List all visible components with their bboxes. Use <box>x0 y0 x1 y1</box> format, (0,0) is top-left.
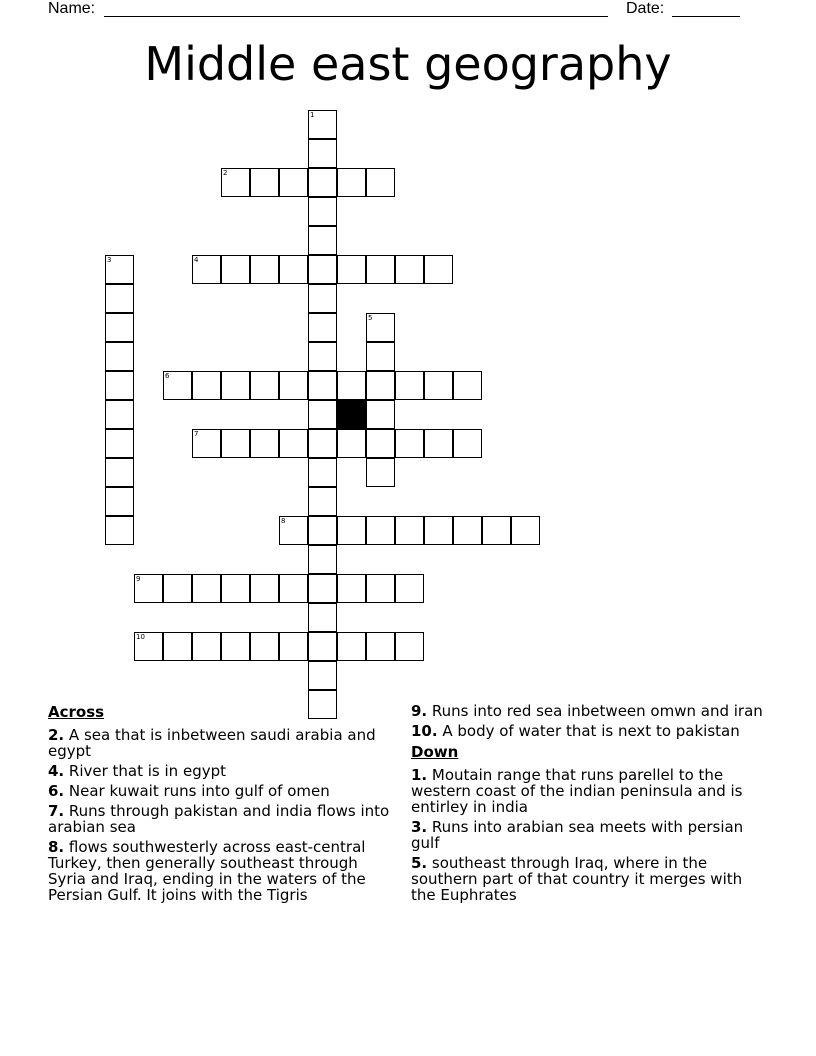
grid-cell[interactable] <box>395 371 424 400</box>
grid-cell[interactable] <box>250 429 279 458</box>
grid-cell[interactable] <box>221 429 250 458</box>
grid-cell[interactable] <box>221 574 250 603</box>
grid-cell[interactable] <box>366 342 395 371</box>
clue-number: 9. <box>411 702 428 720</box>
grid-cell[interactable] <box>337 574 366 603</box>
grid-cell[interactable] <box>134 574 163 603</box>
grid-cell[interactable] <box>308 400 337 429</box>
grid-cell[interactable] <box>337 255 366 284</box>
clue-number: 7 <box>194 430 199 438</box>
grid-cell[interactable] <box>192 632 221 661</box>
grid-cell[interactable] <box>308 197 337 226</box>
grid-cell[interactable] <box>279 429 308 458</box>
clue-number: 5 <box>368 314 373 322</box>
clue-item <box>48 803 393 835</box>
grid-cell[interactable] <box>308 603 337 632</box>
grid-cell[interactable] <box>366 429 395 458</box>
grid-cell[interactable] <box>453 371 482 400</box>
clue-number: 10 <box>136 633 145 641</box>
grid-cell[interactable] <box>308 458 337 487</box>
date-label: Date: <box>626 0 665 17</box>
grid-cell[interactable] <box>105 371 134 400</box>
grid-cell[interactable] <box>308 284 337 313</box>
down-clues <box>411 743 771 903</box>
grid-cell[interactable] <box>221 632 250 661</box>
clue-number: 8. <box>48 838 65 856</box>
grid-cell[interactable] <box>308 255 337 284</box>
grid-cell[interactable] <box>308 168 337 197</box>
grid-cell[interactable] <box>105 284 134 313</box>
grid-cell[interactable] <box>337 371 366 400</box>
down-clue-list <box>411 767 771 903</box>
grid-cell[interactable] <box>366 632 395 661</box>
name-label: Name: <box>48 0 96 17</box>
grid-cell[interactable] <box>308 342 337 371</box>
clue-item <box>411 723 771 739</box>
grid-cell[interactable] <box>308 516 337 545</box>
grid-cell[interactable] <box>105 255 134 284</box>
clue-text: flows southwesterly across east-central Turkey, then generally southeast through Syria and Iraq, ending in the waters of the Persian Gulf. It joins with the Tigris <box>48 838 366 904</box>
grid-cell[interactable] <box>250 632 279 661</box>
grid-cell[interactable] <box>424 429 453 458</box>
clue-number: 9 <box>136 575 141 583</box>
grid-cell[interactable] <box>511 516 540 545</box>
grid-cell[interactable] <box>105 313 134 342</box>
grid-cell[interactable] <box>134 632 163 661</box>
clue-text: A sea that is inbetween saudi arabia and egypt <box>48 726 376 760</box>
grid-cell[interactable] <box>250 574 279 603</box>
grid-cell[interactable] <box>308 574 337 603</box>
grid-cell[interactable] <box>366 371 395 400</box>
grid-cell[interactable] <box>366 516 395 545</box>
clue-item <box>48 763 393 779</box>
down-heading: Down <box>411 743 459 761</box>
clue-text: Moutain range that runs parellel to the western coast of the indian peninsula and is entirley in india <box>411 766 743 816</box>
grid-cell[interactable] <box>279 168 308 197</box>
clue-text: A body of water that is next to pakistan <box>437 722 740 740</box>
page-title: Middle east geography <box>144 37 672 91</box>
black-square <box>337 400 366 429</box>
grid-cell[interactable] <box>105 429 134 458</box>
grid-cell[interactable] <box>395 574 424 603</box>
clue-item <box>411 819 771 851</box>
grid-cell[interactable] <box>424 255 453 284</box>
grid-cell[interactable] <box>395 632 424 661</box>
clue-item <box>48 839 393 903</box>
grid-cell[interactable] <box>337 632 366 661</box>
grid-cell[interactable] <box>366 255 395 284</box>
clue-number: 7. <box>48 802 65 820</box>
grid-cell[interactable] <box>163 632 192 661</box>
clue-text: Runs through pakistan and india flows into arabian sea <box>48 802 390 836</box>
across-clues <box>48 703 393 907</box>
grid-cell[interactable] <box>337 429 366 458</box>
clue-item <box>48 783 393 799</box>
grid-cell[interactable] <box>366 168 395 197</box>
grid-cell[interactable] <box>308 545 337 574</box>
grid-cell[interactable] <box>366 574 395 603</box>
grid-cell[interactable] <box>105 487 134 516</box>
grid-cell[interactable] <box>424 371 453 400</box>
grid-cell[interactable] <box>105 342 134 371</box>
clue-number: 1 <box>310 111 315 119</box>
grid-cell[interactable] <box>453 429 482 458</box>
grid-cell[interactable] <box>308 139 337 168</box>
grid-cell[interactable] <box>250 255 279 284</box>
clue-item <box>411 855 771 903</box>
clue-number: 1. <box>411 766 428 784</box>
grid-cell[interactable] <box>250 371 279 400</box>
grid-cell[interactable] <box>395 516 424 545</box>
clue-number: 4. <box>48 762 65 780</box>
clues-column-2 <box>411 703 771 907</box>
clue-number: 3 <box>107 256 112 264</box>
clue-number: 6 <box>165 372 170 380</box>
grid-cell[interactable] <box>105 516 134 545</box>
grid-cell[interactable] <box>308 110 337 139</box>
grid-cell[interactable] <box>366 400 395 429</box>
grid-cell[interactable] <box>424 516 453 545</box>
clue-number: 4 <box>194 256 199 264</box>
clue-number: 6. <box>48 782 65 800</box>
grid-cell[interactable] <box>163 371 192 400</box>
clue-item <box>411 703 771 719</box>
clue-number: 10. <box>411 722 438 740</box>
grid-cell[interactable] <box>395 255 424 284</box>
grid-cell[interactable] <box>395 429 424 458</box>
grid-cell[interactable] <box>105 458 134 487</box>
grid-cell[interactable] <box>192 429 221 458</box>
grid-cell[interactable] <box>308 632 337 661</box>
grid-cell[interactable] <box>308 487 337 516</box>
clue-number: 2. <box>48 726 65 744</box>
across-clue-list <box>48 727 393 903</box>
clue-number: 3. <box>411 818 428 836</box>
clue-item <box>48 727 393 759</box>
clue-text: Near kuwait runs into gulf of omen <box>64 782 330 800</box>
grid-cell[interactable] <box>337 168 366 197</box>
grid-cell[interactable] <box>221 255 250 284</box>
clue-text: southeast through Iraq, where in the southern part of that country it merges with the Euphrates <box>411 854 743 904</box>
grid-cell[interactable] <box>279 371 308 400</box>
grid-cell[interactable] <box>279 516 308 545</box>
grid-cell[interactable] <box>105 400 134 429</box>
grid-cell[interactable] <box>337 516 366 545</box>
grid-cell[interactable] <box>192 574 221 603</box>
grid-cell[interactable] <box>279 632 308 661</box>
grid-cell[interactable] <box>163 574 192 603</box>
grid-cell[interactable] <box>453 516 482 545</box>
grid-cell[interactable] <box>366 458 395 487</box>
grid-cell[interactable] <box>279 255 308 284</box>
grid-cell[interactable] <box>366 313 395 342</box>
grid-cell[interactable] <box>482 516 511 545</box>
grid-cell[interactable] <box>308 226 337 255</box>
clue-text: Runs into red sea inbetween omwn and iran <box>427 702 763 720</box>
across-heading: Across <box>48 703 105 721</box>
grid-cell[interactable] <box>221 168 250 197</box>
clue-text: River that is in egypt <box>64 762 226 780</box>
grid-cell[interactable] <box>279 574 308 603</box>
grid-cell[interactable] <box>308 371 337 400</box>
clue-number: 8 <box>281 517 286 525</box>
grid-cell[interactable] <box>308 313 337 342</box>
grid-cell[interactable] <box>250 168 279 197</box>
across-clue-list-continued <box>411 703 771 739</box>
clue-item <box>411 767 771 815</box>
grid-cell[interactable] <box>192 371 221 400</box>
clue-text: Runs into arabian sea meets with persian gulf <box>411 818 744 852</box>
clue-number: 5. <box>411 854 428 872</box>
grid-cell[interactable] <box>308 429 337 458</box>
clue-number: 2 <box>223 169 228 177</box>
grid-cell[interactable] <box>308 661 337 690</box>
grid-cell[interactable] <box>221 371 250 400</box>
grid-cell[interactable] <box>192 255 221 284</box>
